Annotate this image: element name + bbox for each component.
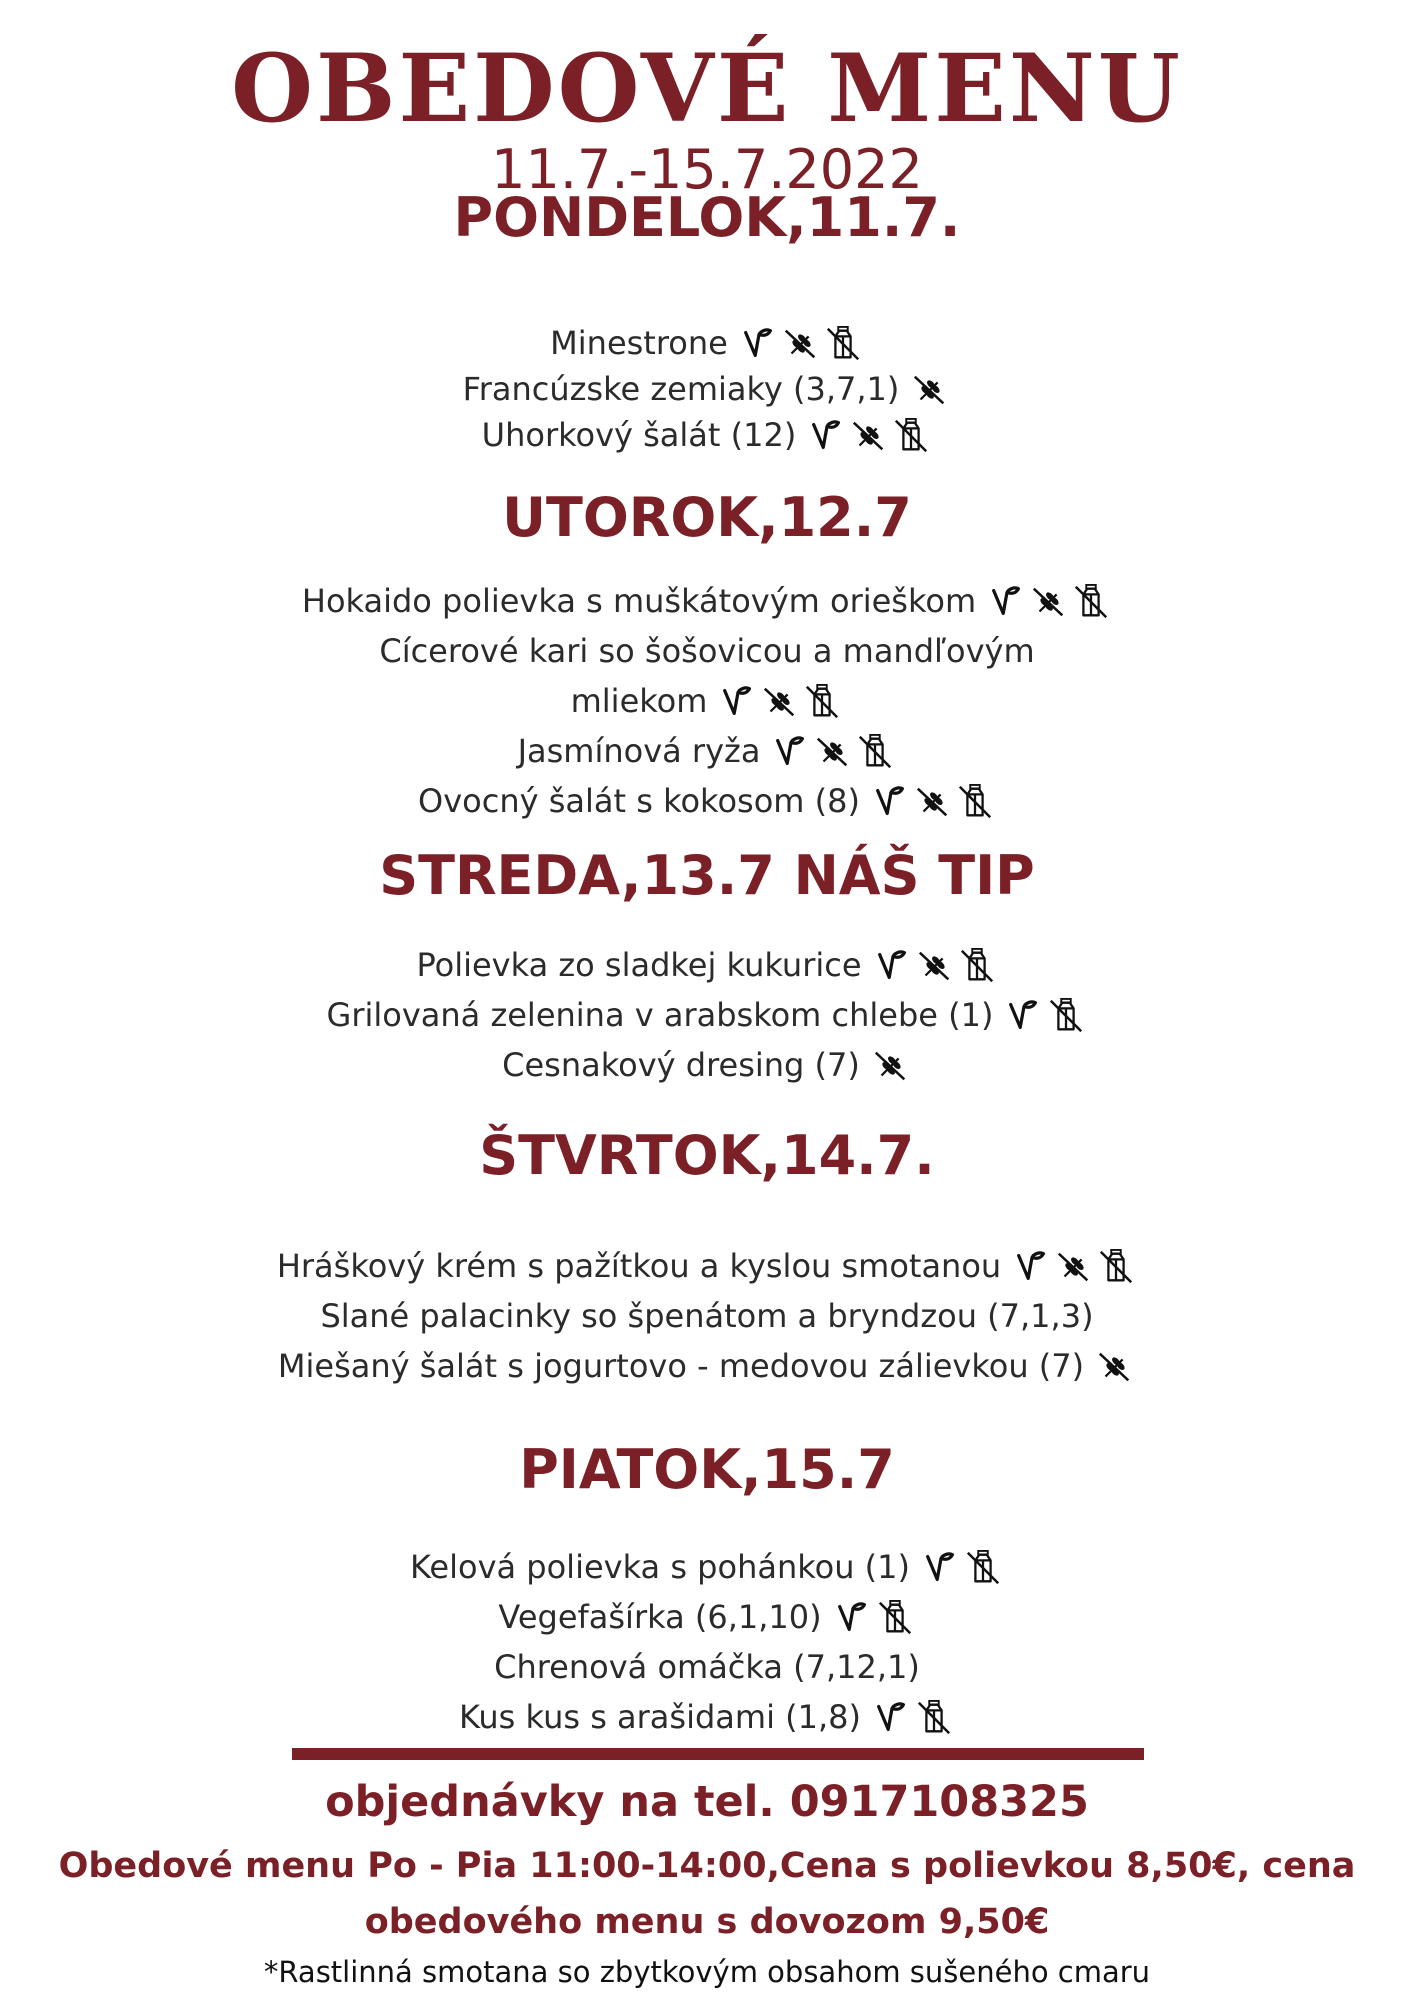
divider [292, 1748, 1144, 1760]
vegan-icon [872, 783, 910, 821]
gluten-free-icon [914, 783, 952, 821]
menu-item: Slané palacinky so špenátom a bryndzou (7,1,3) [320, 1296, 1094, 1335]
dairy-free-icon [824, 325, 862, 363]
vegan-icon [719, 683, 757, 721]
gluten-free-icon [1030, 583, 1068, 621]
dairy-free-icon [956, 783, 994, 821]
day-heading-friday: PIATOK,15.7 [519, 1438, 895, 1501]
day-heading-tuesday: UTOROK,12.7 [502, 486, 912, 549]
vegan-icon [808, 417, 846, 455]
menu-item: Hráškový krém s pažítkou a kyslou smotanou [0, 1245, 1414, 1286]
menu-item: Minestrone [0, 322, 1414, 363]
vegan-icon [740, 325, 778, 363]
gluten-free-icon [916, 947, 954, 985]
vegan-icon [873, 1699, 911, 1737]
vegan-icon [834, 1599, 872, 1637]
gluten-free-icon [850, 417, 888, 455]
day-heading-monday: PONDELOK,11.7. [453, 186, 961, 249]
dairy-free-icon [1047, 997, 1085, 1035]
menu-item: Francúzske zemiaky (3,7,1) [0, 368, 1414, 409]
dairy-free-icon [876, 1599, 914, 1637]
vegan-icon [922, 1549, 960, 1587]
date-range: 11.7.-15.7.2022 [491, 138, 923, 201]
menu-item: Hokaido polievka s muškátovým orieškom [0, 580, 1414, 621]
menu-item: Chrenová omáčka (7,12,1) [494, 1647, 920, 1686]
vegan-icon [874, 947, 912, 985]
dairy-free-icon [1072, 583, 1110, 621]
menu-item: Ovocný šalát s kokosom (8) [0, 780, 1414, 821]
menu-item: Vegefašírka (6,1,10) [0, 1596, 1414, 1637]
menu-item: Uhorkový šalát (12) [0, 414, 1414, 455]
order-phone: objednávky na tel. 0917108325 [325, 1777, 1089, 1827]
menu-info-line1: Obedové menu Po - Pia 11:00-14:00,Cena s polievkou 8,50€, cena [58, 1846, 1356, 1886]
dairy-free-icon [915, 1699, 953, 1737]
gluten-free-icon [782, 325, 820, 363]
menu-item: Grilovaná zelenina v arabskom chlebe (1) [0, 994, 1414, 1035]
menu-item: Jasmínová ryža [0, 730, 1414, 771]
menu-item: Polievka zo sladkej kukurice [0, 944, 1414, 985]
dairy-free-icon [958, 947, 996, 985]
day-heading-thursday: ŠTVRTOK,14.7. [479, 1124, 935, 1187]
vegan-icon [772, 733, 810, 771]
day-heading-wednesday: STREDA,13.7 NÁŠ TIP [379, 844, 1035, 907]
menu-info-line2: obedového menu s dovozom 9,50€ [364, 1902, 1050, 1942]
gluten-free-icon [1055, 1248, 1093, 1286]
gluten-free-icon [1096, 1348, 1134, 1386]
vegan-icon [1013, 1248, 1051, 1286]
dairy-free-icon [1097, 1248, 1135, 1286]
gluten-free-icon [761, 683, 799, 721]
vegan-icon [1005, 997, 1043, 1035]
menu-item: mliekom [0, 680, 1414, 721]
dairy-free-icon [892, 417, 930, 455]
gluten-free-icon [814, 733, 852, 771]
menu-item: Kelová polievka s pohánkou (1) [0, 1546, 1414, 1587]
menu-item: Cícerové kari so šošovicou a mandľovým [379, 631, 1035, 670]
dairy-free-icon [856, 733, 894, 771]
menu-title: OBEDOVÉ MENU [231, 34, 1183, 144]
menu-item: Kus kus s arašidami (1,8) [0, 1696, 1414, 1737]
footnote: *Rastlinná smotana so zbytkovým obsahom sušeného cmaru [263, 1955, 1151, 1989]
dairy-free-icon [803, 683, 841, 721]
dairy-free-icon [964, 1549, 1002, 1587]
menu-item: Cesnakový dresing (7) [0, 1044, 1414, 1085]
gluten-free-icon [872, 1047, 910, 1085]
gluten-free-icon [911, 371, 949, 409]
vegan-icon [988, 583, 1026, 621]
menu-item: Miešaný šalát s jogurtovo - medovou zálievkou (7) [0, 1345, 1414, 1386]
